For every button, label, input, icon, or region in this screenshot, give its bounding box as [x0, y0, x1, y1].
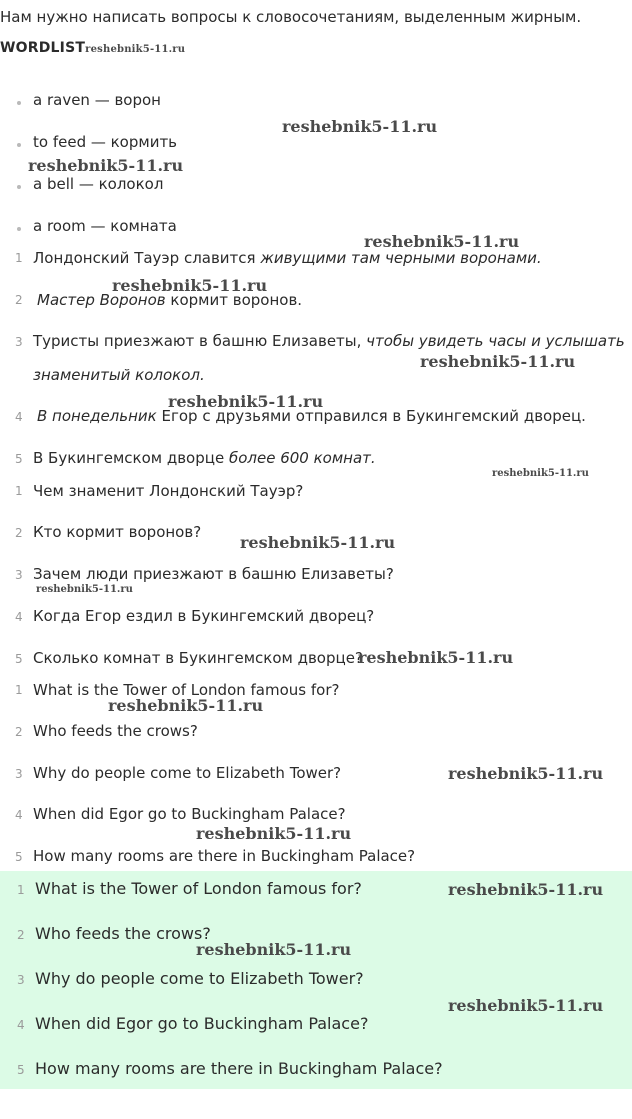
sentence-text: [33, 332, 625, 350]
item-number: 5: [17, 1063, 25, 1077]
item-number: 1: [15, 251, 23, 265]
watermark: reshebnik5-11.ru: [108, 696, 264, 715]
watermark: reshebnik5-11.ru: [448, 764, 604, 783]
answer-text: What is the Tower of London famous for?: [35, 879, 362, 898]
item-number: 1: [15, 683, 23, 697]
sentence-emphasis: живущими там черными воронами.: [260, 249, 542, 267]
bullet-icon: [17, 185, 21, 189]
watermark: reshebnik5-11.ru: [492, 468, 589, 479]
item-number: 4: [15, 410, 23, 424]
sentence-plain: Туристы приезжают в башню Елизаветы,: [33, 332, 367, 350]
item-number: 4: [15, 610, 23, 624]
item-number: 3: [15, 767, 23, 781]
sentence-continuation: [33, 366, 205, 384]
bullet-icon: [17, 143, 21, 147]
sentence-plain: Егор с друзьями отправился в Букингемский дворец.: [156, 407, 586, 425]
item-number: 3: [15, 335, 23, 349]
answer-text: Who feeds the crows?: [35, 924, 211, 943]
question-text: Why do people come to Elizabeth Tower?: [33, 764, 342, 782]
watermark: reshebnik5-11.ru: [448, 880, 604, 899]
question-text: What is the Tower of London famous for?: [33, 681, 340, 699]
bullet-icon: [17, 101, 21, 105]
item-number: 1: [15, 484, 23, 498]
item-number: 4: [15, 808, 23, 822]
item-number: 3: [15, 568, 23, 582]
vocab-text: to feed — кормить: [33, 133, 178, 151]
watermark: reshebnik5-11.ru: [282, 117, 438, 136]
sentence-plain: Лондонский Тауэр славится: [33, 249, 261, 267]
sentence-emphasis: чтобы увидеть часы и услышать: [366, 332, 625, 350]
sentence-emphasis: В понедельник: [37, 407, 157, 425]
watermark: reshebnik5-11.ru: [448, 996, 604, 1015]
watermark: reshebnik5-11.ru: [196, 940, 352, 959]
sentence-text: [33, 249, 542, 267]
sentence-emphasis: Мастер Воронов: [37, 291, 166, 309]
sentence-text: [33, 449, 376, 467]
item-number: 4: [17, 1018, 25, 1032]
answer-text: Why do people come to Elizabeth Tower?: [35, 969, 364, 988]
answer-text: When did Egor go to Buckingham Palace?: [35, 1014, 369, 1033]
watermark: reshebnik5-11.ru: [168, 392, 324, 411]
sentence-plain: В Букингемском дворце: [33, 449, 229, 467]
item-number: 1: [17, 883, 25, 897]
sentence-emphasis: знаменитый колокол.: [33, 366, 205, 384]
item-number: 2: [15, 526, 23, 540]
watermark: reshebnik5-11.ru: [358, 648, 514, 667]
question-text: Зачем люди приезжают в башню Елизаветы?: [33, 565, 394, 583]
item-number: 2: [15, 725, 23, 739]
item-number: 3: [17, 973, 25, 987]
question-text: How many rooms are there in Buckingham Palace?: [33, 847, 416, 865]
question-text: Who feeds the crows?: [33, 722, 198, 740]
question-text: Кто кормит воронов?: [33, 523, 202, 541]
watermark: reshebnik5-11.ru: [420, 352, 576, 371]
item-number: 5: [15, 452, 23, 466]
sentence-plain: кормит воронов.: [165, 291, 303, 309]
answer-text: How many rooms are there in Buckingham Palace?: [35, 1059, 443, 1078]
wordlist-suffix: reshebnik5-11.ru: [85, 44, 186, 55]
question-text: Сколько комнат в Букингемском дворце?: [33, 649, 363, 667]
item-number: 2: [17, 928, 25, 942]
wordlist-heading: [0, 40, 185, 56]
vocab-text: a room — комната: [33, 217, 177, 235]
item-number: 2: [15, 293, 23, 307]
watermark: reshebnik5-11.ru: [112, 276, 268, 295]
sentence-emphasis: более 600 комнат.: [228, 449, 376, 467]
item-number: 5: [15, 652, 23, 666]
wordlist-label: WORDLIST: [0, 40, 86, 56]
watermark: reshebnik5-11.ru: [196, 824, 352, 843]
watermark: reshebnik5-11.ru: [36, 584, 133, 595]
question-text: Чем знаменит Лондонский Тауэр?: [33, 482, 304, 500]
item-number: 5: [15, 850, 23, 864]
bullet-icon: [17, 227, 21, 231]
question-text: Когда Егор ездил в Букингемский дворец?: [33, 607, 375, 625]
watermark: reshebnik5-11.ru: [28, 156, 184, 175]
vocab-text: a bell — колокол: [33, 175, 164, 193]
question-text: When did Egor go to Buckingham Palace?: [33, 805, 346, 823]
intro-text: Нам нужно написать вопросы к словосочетаниям, выделенным жирным.: [0, 8, 582, 26]
vocab-text: a raven — ворон: [33, 91, 161, 109]
watermark: reshebnik5-11.ru: [240, 533, 396, 552]
watermark: reshebnik5-11.ru: [364, 232, 520, 251]
